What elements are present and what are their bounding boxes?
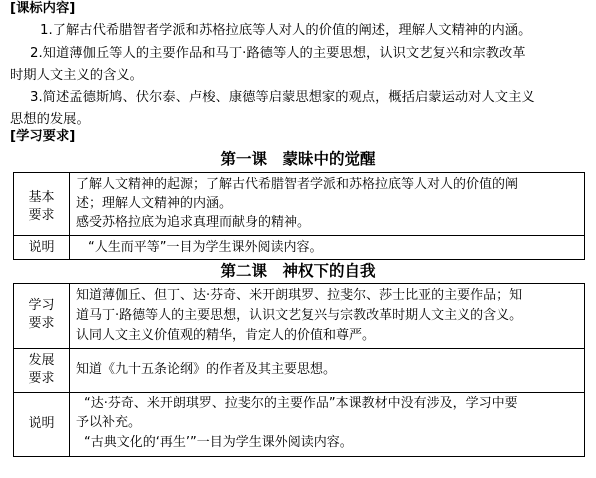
learning-req-line-2: 道马丁·路德等人的主要思想，认识文艺复兴与宗教改革时期人文主义的含义。	[76, 308, 523, 323]
curriculum-item-2-cont: 时期人文主义的含义。	[10, 68, 143, 83]
learning-req-line-3: 认同人文主义价值观的精华，肯定人的价值和尊严。	[76, 328, 376, 343]
notes-line-3: “古典文化的‘再生’”一目为学生课外阅读内容。	[84, 435, 353, 450]
curriculum-item-1: 1.了解古代希腊智者学派和苏格拉底等人对人的价值的阐述，理解人文精神的内涵。	[40, 23, 532, 38]
basic-req-line-3: 感受苏格拉底为追求真理而献身的精神。	[76, 215, 311, 230]
section-header-curriculum: [课标内容]	[10, 1, 76, 16]
curriculum-item-3: 3.简述孟德斯鸠、伏尔泰、卢梭、康德等启蒙思想家的观点，概括启蒙运动对人文主义	[30, 90, 535, 105]
row-divider	[14, 392, 584, 393]
column-divider	[69, 284, 70, 456]
lesson2-table	[13, 283, 585, 457]
column-divider	[69, 173, 70, 259]
curriculum-item-3-cont: 思想的发展。	[10, 112, 90, 127]
row-label-notes: 说明	[28, 416, 55, 431]
row-label-notes: 说明	[28, 240, 55, 255]
curriculum-item-2: 2.知道薄伽丘等人的主要作品和马丁·路德等人的主要思想，认识文艺复兴和宗教改革	[30, 46, 526, 61]
notes-line-1: “人生而平等”一目为学生课外阅读内容。	[88, 240, 323, 255]
lesson1-title: 第一课 蒙昧中的觉醒	[220, 149, 376, 168]
lesson1-table	[13, 172, 585, 260]
lesson2-title: 第二课 神权下的自我	[220, 261, 376, 280]
row-divider	[14, 348, 584, 349]
row-label-basic-requirements: 基本 要求	[28, 190, 55, 223]
basic-req-line-1: 了解人文精神的起源；了解古代希腊智者学派和苏格拉底等人对人的价值的阐	[76, 177, 519, 192]
notes-line-1: “达·芬奇、米开朗琪罗、拉斐尔的主要作品”本课教材中没有涉及，学习中要	[84, 396, 518, 411]
row-divider	[14, 235, 584, 236]
row-label-development-requirements: 发展 要求	[28, 353, 55, 386]
section-header-requirements: [学习要求]	[10, 129, 76, 144]
notes-line-2: 予以补充。	[76, 415, 142, 430]
development-req-line-1: 知道《九十五条论纲》的作者及其主要思想。	[76, 362, 337, 377]
row-label-learning-requirements: 学习 要求	[28, 298, 55, 331]
learning-req-line-1: 知道薄伽丘、但丁、达·芬奇、米开朗琪罗、拉斐尔、莎士比亚的主要作品；知	[76, 288, 523, 303]
basic-req-line-2: 述；理解人文精神的内涵。	[76, 196, 233, 211]
